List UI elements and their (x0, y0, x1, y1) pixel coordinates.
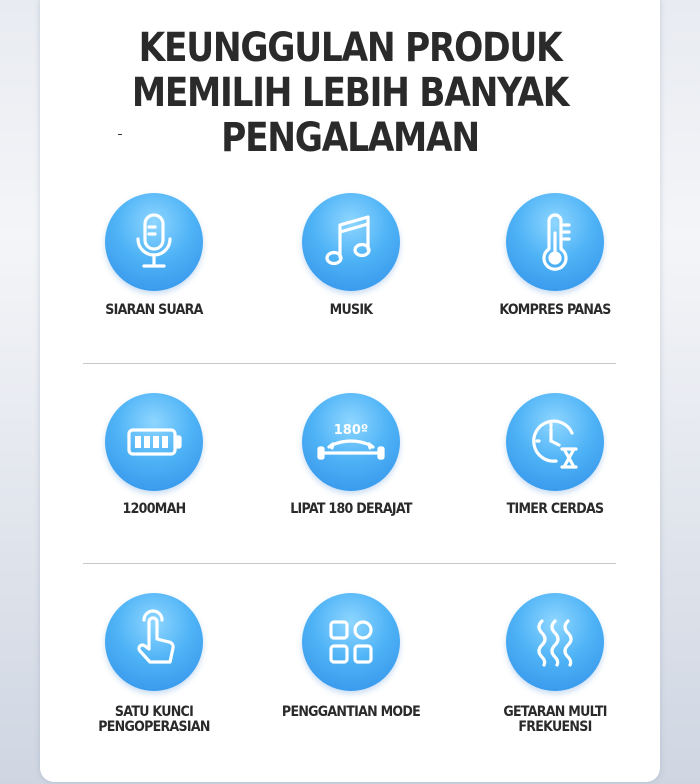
title-line-1: KEUNGGULAN PRODUK (138, 25, 562, 71)
clock-hourglass-icon (506, 393, 604, 491)
title-line-2: MEMILIH LEBIH BANYAK (131, 70, 569, 116)
feature-label-7-line-1: SATU KUNCI (114, 704, 194, 720)
mode-grid-icon (302, 593, 400, 691)
feature-label-1: SIARAN SUARA (105, 302, 203, 318)
row-divider-1 (83, 363, 616, 364)
feature-label-5: LIPAT 180 DERAJAT (290, 501, 412, 517)
page-title (83, 26, 616, 161)
row-divider-2 (83, 563, 616, 564)
touch-hand-icon (105, 593, 203, 691)
battery-icon (105, 393, 203, 491)
feature-label-9-line-1: GETARAN MULTI (503, 704, 607, 720)
thermometer-icon (506, 193, 604, 291)
feature-label-4: 1200MAH (122, 501, 186, 517)
feature-label-3: KOMPRES PANAS (499, 302, 611, 318)
svg-text:180º: 180º (333, 423, 369, 438)
stray-mark (118, 134, 122, 135)
feature-label-7 (64, 705, 244, 735)
feature-label-9 (465, 705, 645, 735)
feature-label-9-line-2: FREKUENSI (518, 719, 592, 735)
music-note-icon (302, 193, 400, 291)
feature-card (40, 0, 660, 782)
feature-label-2: MUSIK (329, 302, 373, 318)
feature-label-8: PENGGANTIAN MODE (281, 704, 421, 720)
feature-label-6: TIMER CERDAS (506, 501, 604, 517)
fold-180-icon (302, 393, 400, 491)
microphone-icon (105, 193, 203, 291)
vibration-waves-icon (506, 593, 604, 691)
title-line-3: PENGALAMAN (221, 115, 479, 161)
feature-label-7-line-2: PENGOPERASIAN (98, 719, 210, 735)
